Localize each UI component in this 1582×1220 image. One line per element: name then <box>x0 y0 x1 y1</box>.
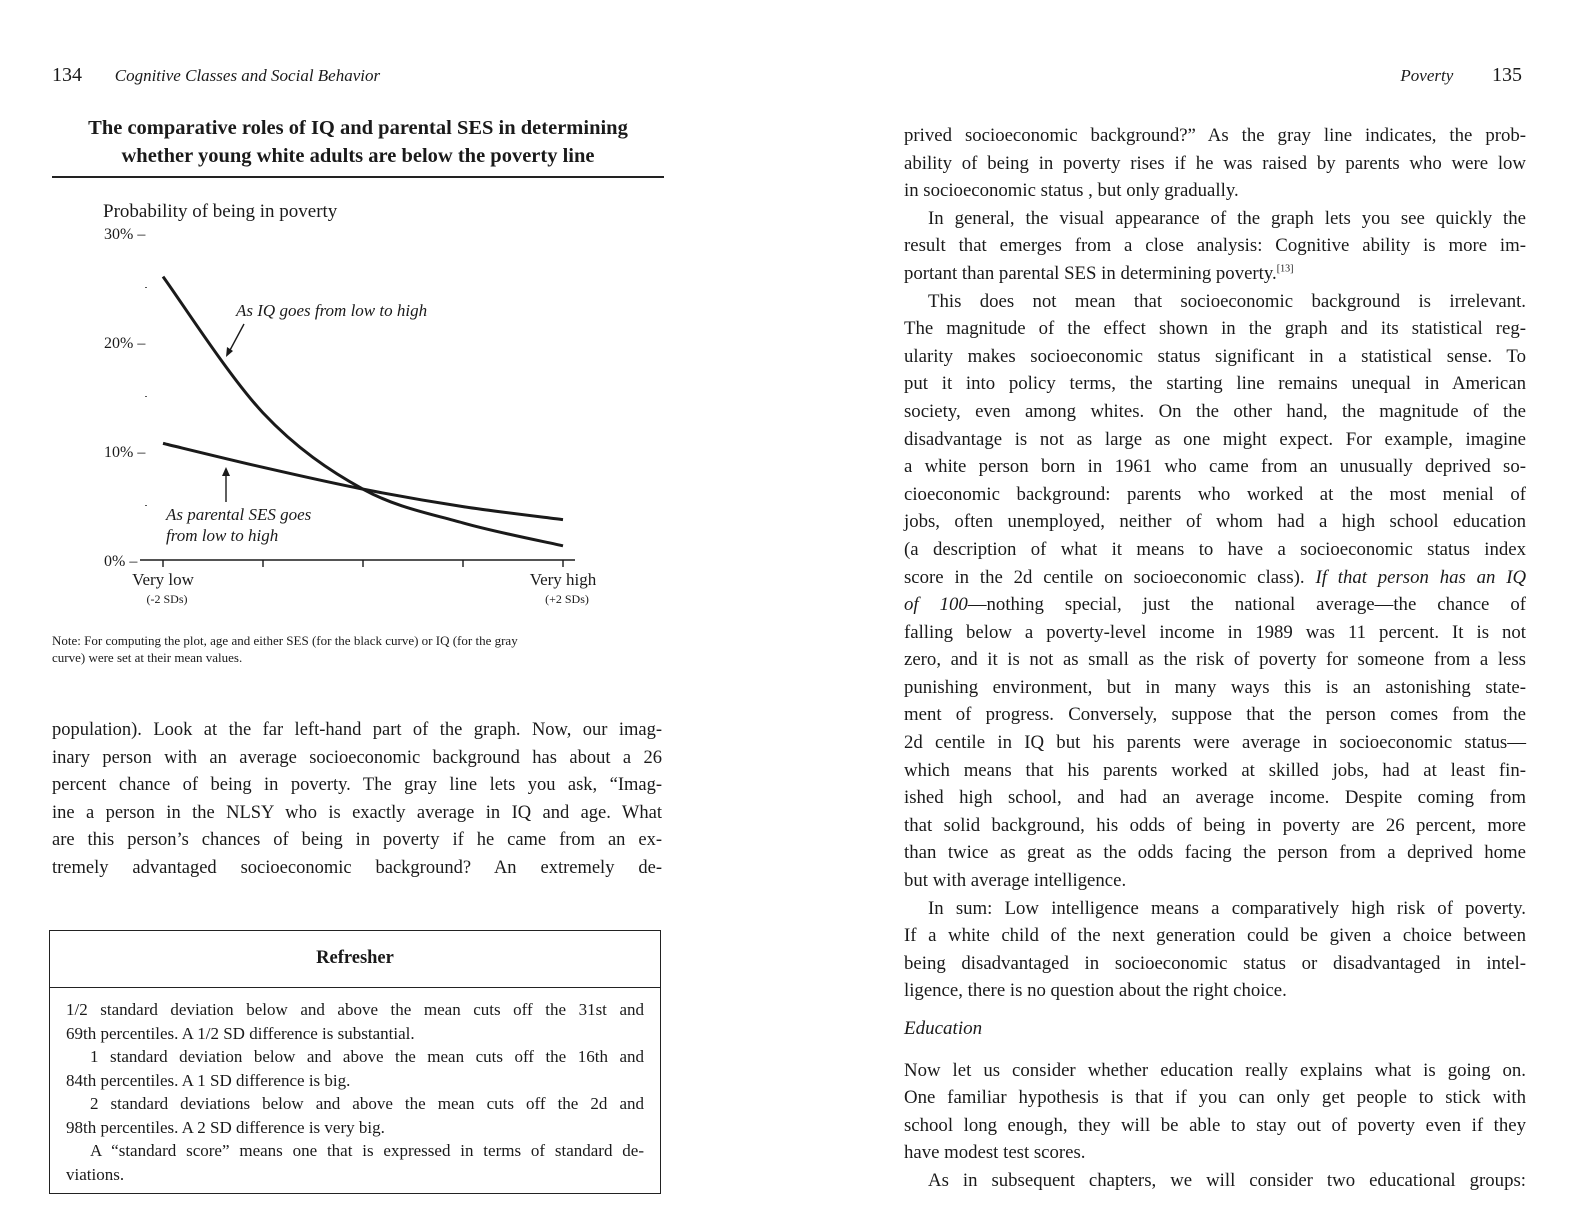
text-line: that solid background, his odds of being in poverty are 26 percent, more <box>904 814 1526 836</box>
annotation-ses-line-2: from low to high <box>166 526 279 545</box>
text-line: in socioeconomic status , but only gradually. <box>904 180 1239 202</box>
x-axis <box>132 560 597 606</box>
refresher-line: 98th percentiles. A 2 SD difference is very big. <box>66 1117 385 1137</box>
annotation-ses-arrowhead <box>222 467 230 476</box>
text-run-italic: If that person has an IQ <box>1315 566 1527 588</box>
refresher-box <box>49 930 661 1194</box>
text-run-italic: of 100 <box>904 594 968 616</box>
text-line: inary person with an average socioeconomic background has about a 26 <box>52 747 662 768</box>
text-line: ularity makes socioeconomic status significant in a statistical sense. To <box>904 345 1526 367</box>
text-line: In general, the visual appearance of the graph lets you see quickly the <box>928 207 1526 229</box>
text-line: In sum: Low intelligence means a comparatively high risk of poverty. <box>928 897 1526 919</box>
text-line: zero, and it is not as small as the risk of poverty for someone from a less <box>904 649 1526 671</box>
y-tick-label: 0% – <box>104 553 138 570</box>
x-tick-label: Very high <box>529 570 597 589</box>
refresher-line: 84th percentiles. A 1 SD difference is big. <box>66 1070 351 1090</box>
text-line: jobs, often unemployed, neither of whom had a high school education <box>904 511 1526 533</box>
running-head-title: Cognitive Classes and Social Behavior <box>114 66 381 85</box>
figure-title-line: The comparative roles of IQ and parental SES in determining <box>88 117 628 139</box>
text-line: percent chance of being in poverty. The gray line lets you ask, “Imag- <box>52 775 662 795</box>
figure-note-line: Note: For computing the plot, age and either SES (for the black curve) or IQ (for the gray <box>52 633 518 648</box>
section-heading: Education <box>904 1018 983 1039</box>
footnote-marker: [13] <box>1276 263 1294 275</box>
text-line <box>904 260 1526 288</box>
refresher-body <box>50 988 660 1186</box>
text-line: but with average intelligence. <box>904 870 1127 892</box>
text-line: The magnitude of the effect shown in the graph and its statistical reg- <box>904 318 1526 340</box>
text-line: ligence, there is no question about the right choice. <box>904 980 1287 1002</box>
text-line: ability of being in poverty rises if he was raised by parents who were low <box>904 152 1526 174</box>
x-tick-label: Very low <box>132 570 194 589</box>
x-tick-sublabel: (-2 SDs) <box>146 592 188 606</box>
text-line: than twice as great as the odds facing the person from a deprived home <box>904 842 1526 864</box>
text-line: (a description of what it means to have a socioeconomic status index <box>904 538 1526 560</box>
refresher-line: 1 standard deviation below and above the mean cuts off the 16th and <box>90 1047 644 1066</box>
text-line: ine a person in the NLSY who is exactly average in IQ and age. What <box>52 802 662 823</box>
figure-title-line: whether young white adults are below the poverty line <box>121 145 595 167</box>
text-line <box>904 591 1526 619</box>
text-line: If a white child of the next generation could be given a choice between <box>904 925 1526 947</box>
text-line: school long enough, they will be able to stay out of poverty even if they <box>904 1114 1526 1136</box>
running-head-left <box>52 64 380 87</box>
refresher-line: viations. <box>66 1164 125 1184</box>
text-line: One familiar hypothesis is that if you can only get people to stick with <box>904 1087 1526 1109</box>
text-line: result that emerges from a close analysis: Cognitive ability is more im- <box>904 235 1526 257</box>
page-number: 135 <box>1492 64 1522 86</box>
x-tick-sublabel: (+2 SDs) <box>545 592 589 606</box>
annotation-iq-arrowhead <box>226 347 233 357</box>
text-line: society, even among whites. On the other hand, the magnitude of the <box>904 400 1526 422</box>
text-run: score in the 2d centile on socioeconomic class). <box>904 566 1305 588</box>
y-tick-label: 10% – <box>104 444 146 461</box>
refresher-line: 69th percentiles. A 1/2 SD difference is substantial. <box>66 1023 415 1043</box>
text-line: population). Look at the far left-hand part of the graph. Now, our imag- <box>52 720 662 740</box>
refresher-line: 1/2 standard deviation below and above the mean cuts off the 31st and <box>66 1000 644 1019</box>
page-number: 134 <box>52 64 82 86</box>
text-line: which means that his parents worked at skilled jobs, had at least fin- <box>904 759 1526 781</box>
refresher-line: A “standard score” means one that is expressed in terms of standard de- <box>90 1141 644 1160</box>
text-line: a white person born in 1961 who came from an unusually deprived so- <box>904 456 1526 478</box>
text-line: ment of progress. Conversely, suppose that the person comes from the <box>904 704 1526 726</box>
text-line: prived socioeconomic background?” As the gray line indicates, the prob- <box>904 125 1526 146</box>
text-run: portant than parental SES in determining poverty. <box>904 262 1277 284</box>
text-line: have modest test scores. <box>904 1142 1086 1164</box>
y-tick-label: 30% – <box>104 226 146 243</box>
text-line: are this person’s chances of being in poverty if he came from an ex- <box>52 830 662 850</box>
refresher-line: 2 standard deviations below and above the mean cuts off the 2d and <box>90 1094 644 1113</box>
text-line: put it into policy terms, the starting line remains unequal in American <box>904 373 1526 395</box>
text-line: ished high school, and had an average income. Despite coming from <box>904 787 1526 809</box>
text-line: Now let us consider whether education really explains what is going on. <box>904 1059 1526 1081</box>
left-body-text <box>52 717 662 882</box>
text-line: being disadvantaged in socioeconomic status or disadvantaged in intel- <box>904 952 1526 974</box>
annotation-iq: As IQ goes from low to high <box>236 301 428 320</box>
figure-title <box>52 114 664 170</box>
y-tick-label: 20% – <box>104 335 146 352</box>
text-line: As in subsequent chapters, we will consider two educational groups: <box>928 1169 1526 1191</box>
text-line: punishing environment, but in many ways this is an astonishing state- <box>904 676 1526 698</box>
annotation-ses-line-1: As parental SES goes <box>166 505 312 524</box>
right-page <box>790 0 1582 1220</box>
refresher-heading: Refresher <box>50 931 660 988</box>
chart-ylabel: Probability of being in poverty <box>103 201 338 222</box>
annotation-iq-arrow <box>229 324 244 352</box>
text-line: disadvantage is not as large as one might expect. For example, imagine <box>904 428 1526 450</box>
text-line: 2d centile in IQ but his parents were average in socioeconomic status— <box>904 732 1526 754</box>
running-head-title: Poverty <box>1400 66 1454 85</box>
figure-note <box>52 632 668 666</box>
y-axis <box>104 226 147 570</box>
right-body-text <box>904 122 1526 1195</box>
text-line <box>904 564 1526 592</box>
text-line: tremely advantaged socioeconomic background? An extremely de- <box>52 857 662 878</box>
poverty-chart <box>0 190 700 620</box>
figure-rule <box>52 176 664 178</box>
text-run: —nothing special, just the national average—the chance of <box>967 594 1526 616</box>
left-page <box>0 0 790 1220</box>
text-line: cioeconomic background: parents who worked at the most menial of <box>904 483 1526 505</box>
figure-note-line: curve) were set at their mean values. <box>52 650 243 665</box>
text-line: This does not mean that socioeconomic background is irrelevant. <box>928 290 1526 312</box>
text-line: falling below a poverty-level income in 1989 was 11 percent. It is not <box>904 621 1526 643</box>
running-head-right <box>1400 64 1522 87</box>
